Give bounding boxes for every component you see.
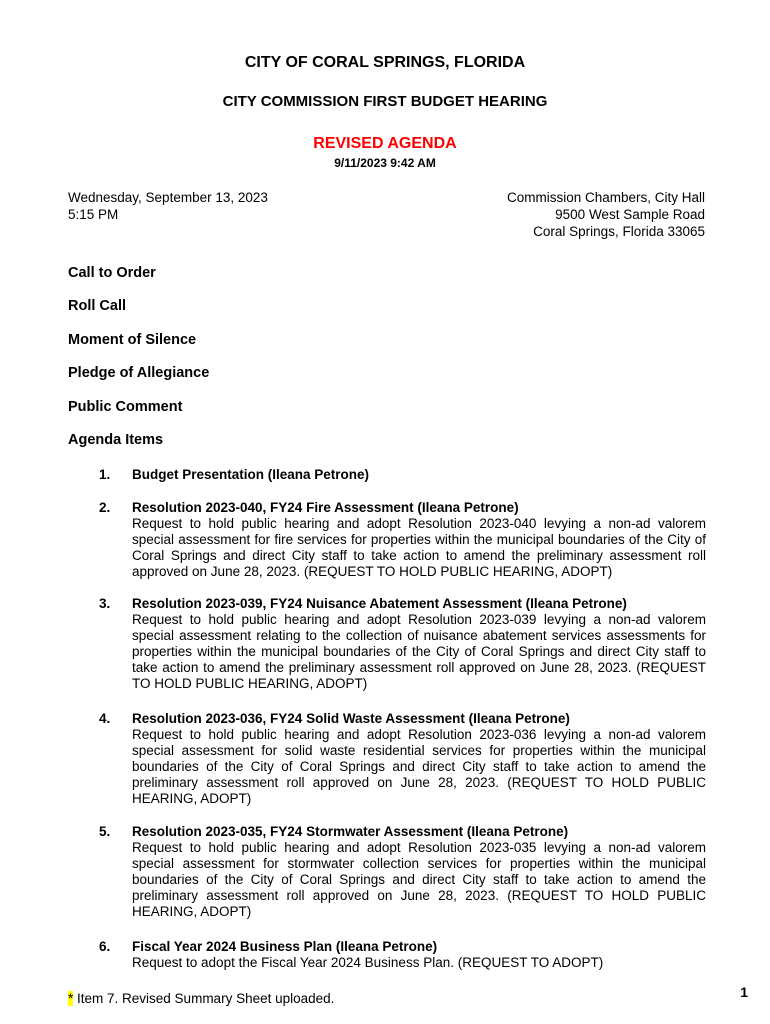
agenda-item-title: Fiscal Year 2024 Business Plan (Ileana Petrone): [132, 939, 438, 954]
agenda-item-number: 2.: [99, 500, 111, 515]
location-line-1: Commission Chambers, City Hall: [506, 190, 705, 205]
agenda-item-title: Resolution 2023-036, FY24 Solid Waste Assessment (Ileana Petrone): [132, 711, 570, 726]
page-number: 1: [740, 984, 748, 1000]
agenda-item-title: Resolution 2023-040, FY24 Fire Assessment (Ileana Petrone): [132, 500, 519, 515]
meeting-title: CITY COMMISSION FIRST BUDGET HEARING: [222, 93, 548, 110]
agenda-status: REVISED AGENDA: [313, 135, 457, 152]
revision-note: [68, 991, 334, 1006]
meeting-time: 5:15 PM: [68, 207, 119, 222]
agenda-item-title: Resolution 2023-035, FY24 Stormwater Assessment (Ileana Petrone): [132, 824, 569, 839]
section-public-comment: Public Comment: [68, 399, 183, 415]
agenda-item-title: Budget Presentation (Ileana Petrone): [132, 467, 370, 482]
revision-marker: *: [68, 991, 74, 1006]
agenda-item-number: 5.: [99, 824, 111, 839]
section-moment-of-silence: Moment of Silence: [68, 332, 197, 348]
location-line-3: Coral Springs, Florida 33065: [533, 224, 705, 239]
location-line-2: 9500 West Sample Road: [555, 207, 705, 222]
section-call-to-order: Call to Order: [68, 265, 156, 281]
agenda-item-description: Request to adopt the Fiscal Year 2024 Business Plan. (REQUEST TO ADOPT): [132, 955, 604, 970]
agenda-item-number: 1.: [99, 467, 111, 482]
meeting-date: Wednesday, September 13, 2023: [68, 190, 268, 205]
agenda-item-description: Request to hold public hearing and adopt Resolution 2023-036 levying a non-ad valorem special assessment for solid waste residential services for properties within the municipal boundaries of the City of Coral Springs and direct City staff to take action to amend the preliminary assessment roll approved on June 28, 2023. (REQUEST TO HOLD PUBLIC HEARING, ADOPT): [132, 727, 706, 806]
meeting-datetime: [68, 189, 268, 223]
section-roll-call: Roll Call: [68, 298, 127, 314]
agenda-item-description: Request to hold public hearing and adopt Resolution 2023-040 levying a non-ad valorem special assessment for fire services for properties within the municipal boundaries of the City of Coral Springs and direct City staff to take action to amend the preliminary assessment roll approved on June 28, 2023. (REQUEST TO HOLD PUBLIC HEARING, ADOPT): [132, 516, 706, 579]
agenda-item-number: 4.: [99, 711, 111, 726]
meeting-location: [507, 189, 705, 240]
agenda-item-number: 3.: [99, 596, 111, 611]
section-pledge-of-allegiance: Pledge of Allegiance: [68, 365, 210, 381]
revision-note-text: Item 7. Revised Summary Sheet uploaded.: [73, 991, 335, 1006]
agenda-item-description: Request to hold public hearing and adopt Resolution 2023-039 levying a non-ad valorem special assessment relating to the collection of nuisance abatement services assessments for properties within the municipal boundaries of the City of Coral Springs and direct City staff to take action to amend the preliminary assessment roll approved on June 28, 2023. (REQUEST TO HOLD PUBLIC HEARING, ADOPT): [132, 612, 706, 691]
agenda-item-number: 6.: [99, 939, 111, 954]
agenda-item-description: Request to hold public hearing and adopt Resolution 2023-035 levying a non-ad valorem special assessment for stormwater collection services for properties within the municipal boundaries of the City of Coral Springs and direct City staff to take action to amend the preliminary assessment roll approved on June 28, 2023. (REQUEST TO HOLD PUBLIC HEARING, ADOPT): [132, 840, 706, 919]
section-agenda-items: Agenda Items: [68, 432, 164, 448]
city-title: CITY OF CORAL SPRINGS, FLORIDA: [244, 54, 526, 71]
agenda-item-title: Resolution 2023-039, FY24 Nuisance Abatement Assessment (Ileana Petrone): [132, 596, 627, 611]
revised-timestamp: 9/11/2023 9:42 AM: [334, 156, 436, 170]
